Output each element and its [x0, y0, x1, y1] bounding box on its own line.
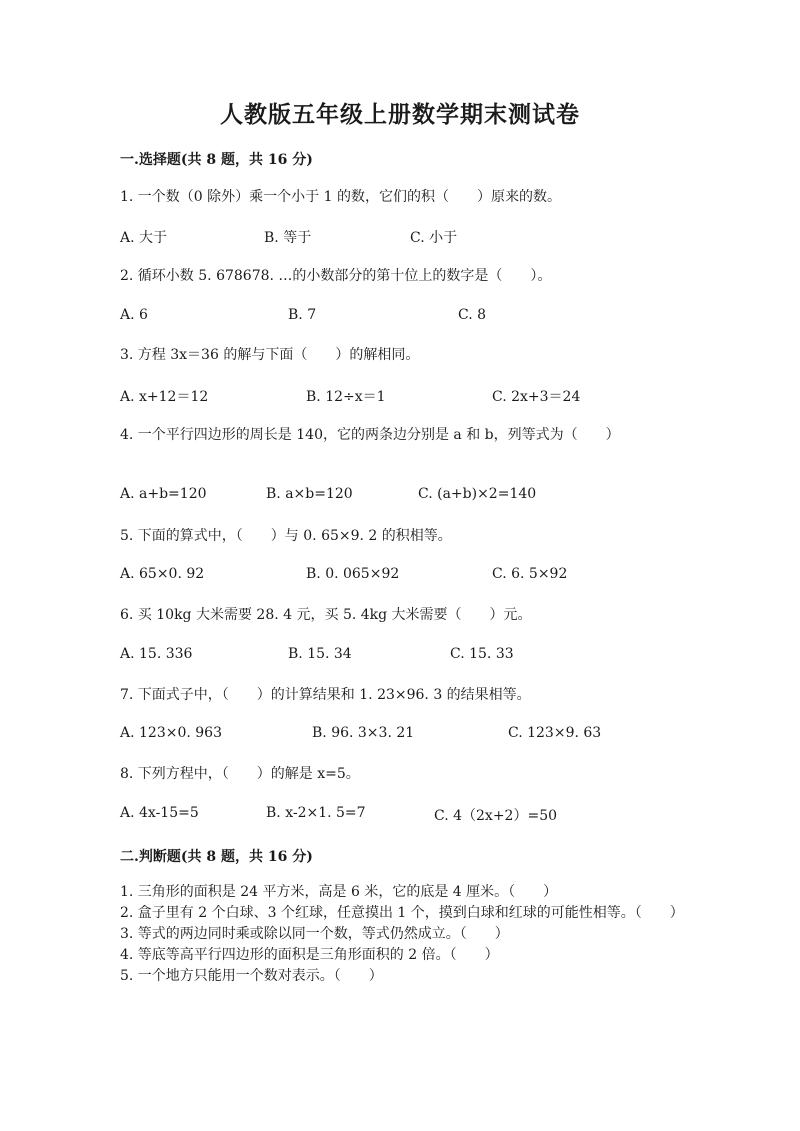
options-row [120, 646, 720, 666]
option-c: C. 123×9. 63 [508, 725, 602, 741]
option-a: A. 大于 [120, 230, 168, 246]
option-a: A. 65×0. 92 [120, 566, 205, 582]
question-stem: 8. 下列方程中，（ ）的解是 x=5。 [120, 766, 360, 782]
options-row [120, 805, 720, 825]
option-c: C. 小于 [410, 230, 458, 246]
option-a: A. 15. 336 [120, 646, 193, 662]
options-row [120, 566, 720, 586]
option-c: C. 2x+3＝24 [492, 389, 581, 405]
options-row [120, 386, 720, 406]
option-b: B. 等于 [264, 230, 312, 246]
option-c: C. (a+b)×2=140 [418, 486, 537, 502]
question-stem: 2. 循环小数 5. 678678. …的小数部分的第十位上的数字是（ ）。 [120, 268, 552, 284]
question-stem: 6. 买 10kg 大米需要 28. 4 元，买 5. 4kg 大米需要（ ）元。 [120, 607, 532, 623]
option-b: B. a×b=120 [266, 486, 353, 502]
option-a: A. x+12＝12 [120, 389, 209, 405]
section-heading-choice: 一.选择题(共 8 题，共 16 分) [120, 152, 313, 168]
list-item: 1. 三角形的面积是 24 平方米，高是 6 米，它的底是 4 厘米。（ ） [120, 884, 558, 900]
options-row [120, 725, 720, 745]
page-title: 人教版五年级上册数学期末测试卷 [220, 101, 580, 128]
option-c: C. 15. 33 [450, 646, 514, 662]
option-b: B. 96. 3×3. 21 [312, 725, 415, 741]
list-item: 3. 等式的两边同时乘或除以同一个数，等式仍然成立。（ ） [120, 926, 509, 942]
list-item: 4. 等底等高平行四边形的面积是三角形面积的 2 倍。（ ） [120, 947, 499, 963]
options-row [120, 486, 720, 506]
option-b: B. 12÷x＝1 [306, 389, 386, 405]
option-a: A. 4x-15=5 [120, 805, 199, 821]
list-item: 5. 一个地方只能用一个数对表示。（ ） [120, 968, 383, 984]
option-a: A. 6 [120, 307, 148, 323]
question-stem: 5. 下面的算式中，（ ）与 0. 65×9. 2 的积相等。 [120, 528, 452, 544]
option-a: A. a+b=120 [120, 486, 207, 502]
question-stem: 4. 一个平行四边形的周长是 140，它的两条边分别是 a 和 b，列等式为（ ） [120, 427, 620, 443]
judgment-list [120, 882, 690, 987]
option-c: C. 8 [458, 307, 487, 323]
option-c: C. 6. 5×92 [492, 566, 568, 582]
option-b: B. x-2×1. 5=7 [266, 805, 366, 821]
option-b: B. 15. 34 [288, 646, 352, 662]
question-stem: 1. 一个数（0 除外）乘一个小于 1 的数，它们的积（ ）原来的数。 [120, 189, 561, 205]
section-heading-judgment: 二.判断题(共 8 题，共 16 分) [120, 849, 313, 865]
list-item: 2. 盒子里有 2 个白球、3 个红球，任意摸出 1 个，摸到白球和红球的可能性相等。（ ） [120, 905, 684, 921]
option-b: B. 0. 065×92 [306, 566, 400, 582]
question-stem: 3. 方程 3x＝36 的解与下面（ ）的解相同。 [120, 347, 420, 363]
option-c: C. 4（2x+2）=50 [434, 808, 558, 824]
question-stem: 7. 下面式子中，（ ）的计算结果和 1. 23×96. 3 的结果相等。 [120, 687, 531, 703]
option-a: A. 123×0. 963 [120, 725, 222, 741]
options-row [120, 307, 720, 327]
option-b: B. 7 [288, 307, 317, 323]
options-row [120, 227, 720, 247]
